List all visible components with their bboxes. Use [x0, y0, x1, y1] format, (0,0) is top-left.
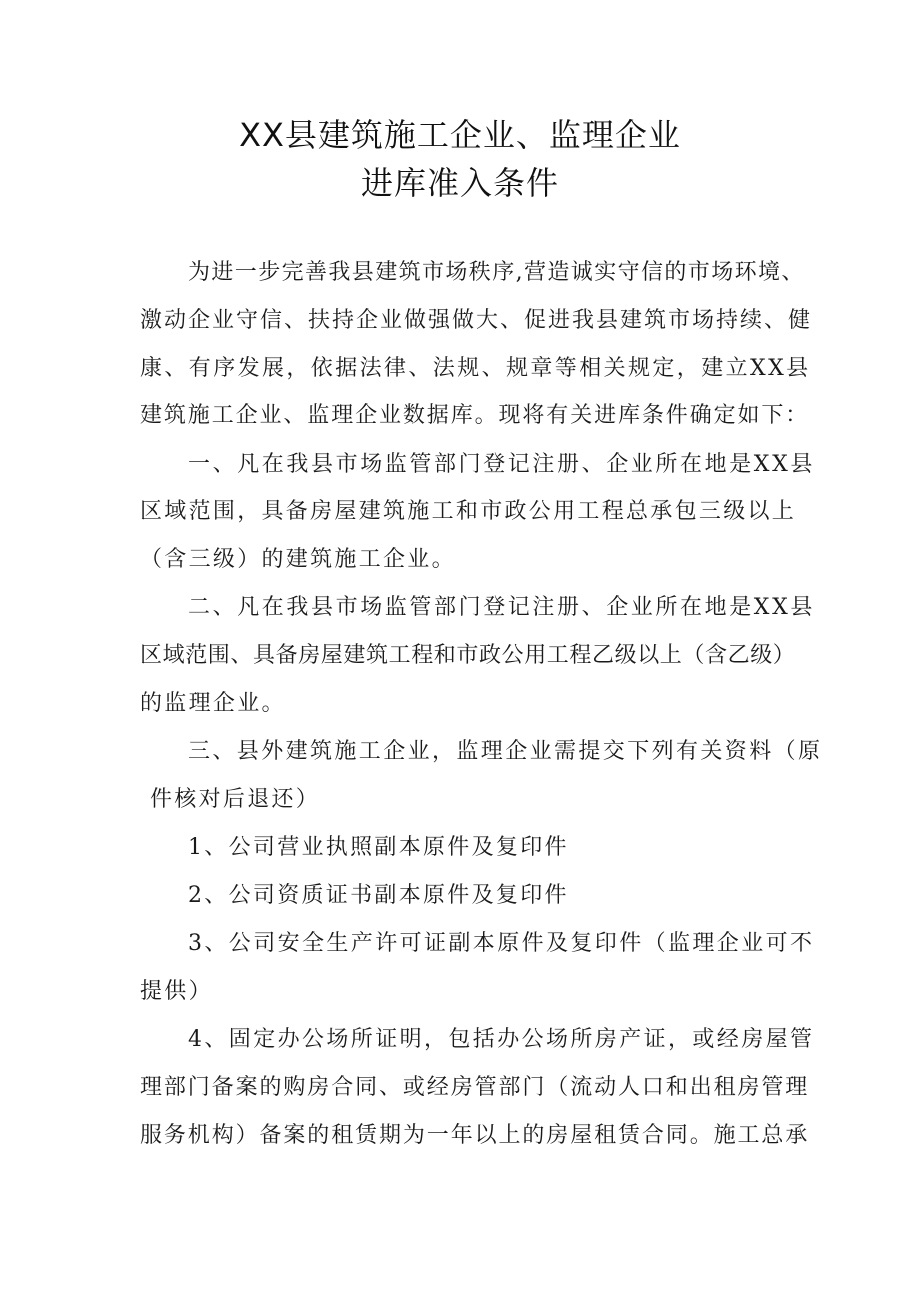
clause-three-line: 件核对后退还） — [150, 787, 321, 812]
document-title-line-2: 进库准入条件 — [360, 164, 559, 202]
document-title-line-1: XX县建筑施工企业、监理企业 — [239, 116, 681, 154]
list-item: 提供） — [140, 979, 213, 1004]
clause-one-line: 一、凡在我县市场监管部门登记注册、企业所在地是XX县 — [188, 452, 815, 477]
clause-one-line: （含三级）的建筑施工企业。 — [140, 547, 456, 572]
list-item: 2、公司资质证书副本原件及复印件 — [188, 883, 569, 908]
list-item: 理部门备案的购房合同、或经房管部门（流动人口和出租房管理 — [140, 1075, 810, 1100]
clause-two-line: 的监理企业。 — [140, 691, 286, 716]
paragraph-line: 康、有序发展，依据法律、法规、规章等相关规定，建立XX县 — [140, 356, 811, 381]
list-item: 3、公司安全生产许可证副本原件及复印件（监理企业可不 — [188, 931, 815, 956]
list-item: 服务机构）备案的租赁期为一年以上的房屋租赁合同。施工总承 — [140, 1123, 810, 1148]
list-item: 1、公司营业执照副本原件及复印件 — [188, 835, 569, 860]
paragraph-line: 为进一步完善我县建筑市场秩序,营造诚实守信的市场环境、 — [188, 260, 805, 285]
list-item: 4、固定办公场所证明，包括办公场所房产证，或经房屋管 — [188, 1027, 815, 1052]
clause-two-line: 区域范围、具备房屋建筑工程和市政公用工程乙级以上（含乙级） — [140, 643, 796, 668]
clause-two-line: 二、凡在我县市场监管部门登记注册、企业所在地是XX县 — [188, 595, 815, 620]
clause-three-line: 三、县外建筑施工企业，监理企业需提交下列有关资料（原 — [188, 739, 823, 764]
paragraph-line: 建筑施工企业、监理企业数据库。现将有关进库条件确定如下： — [140, 403, 810, 428]
paragraph-line: 激动企业守信、扶持企业做强做大、促进我县建筑市场持续、健 — [140, 308, 813, 333]
clause-one-line: 区域范围，具备房屋建筑施工和市政公用工程总承包三级以上 — [140, 499, 797, 524]
